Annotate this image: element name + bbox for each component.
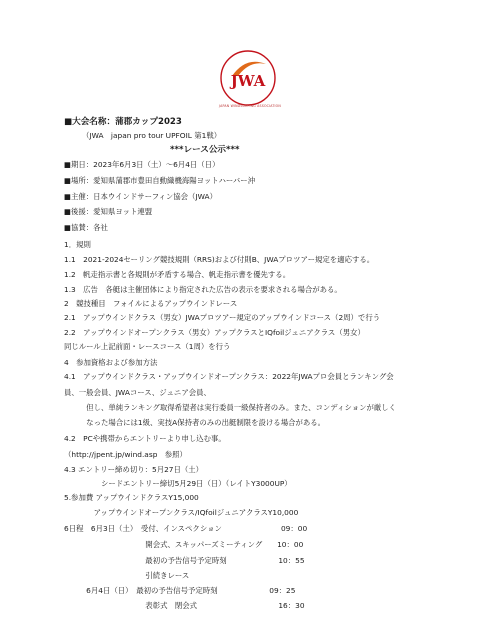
document-line: なった場合には1級、実技A保持者のみの出艇制限を設ける場合がある。 [64, 418, 326, 427]
document-line: ■後援：愛知県ヨット連盟 [64, 207, 153, 216]
document-line: 5.参加費 アップウインドクラスY15,000 [64, 493, 199, 502]
document-line: ■期日：2023年6月3日（土）～6月4日（日） [64, 160, 220, 169]
document-line: 4.3 エントリー締め切り：5月27日（土） [64, 465, 204, 474]
event-title: ■大会名称：蒲郡カップ2023 [64, 117, 182, 127]
document-line: 引続きレース [64, 571, 190, 580]
document-line: アップウインドオープンクラス/IQfoilジュニアクラスY10,000 [64, 508, 299, 517]
document-line: 員、一般会員、JWAコース、ジュニア会員、 [64, 388, 211, 397]
document-line: 表彰式 閉会式 16：30 [64, 601, 305, 610]
document-line: ■場所：愛知県蒲郡市豊田自動織機海陽ヨットハーバー沖 [64, 176, 256, 185]
event-subtitle: （JWA japan pro tour UPFOIL 第1戦） [82, 131, 222, 140]
document-line: 2.1 アップウインドクラス（男女）JWAプロツアー規定のアップウインドコース（2周）で行う [64, 313, 381, 322]
document-line: 1.2 帆走指示書と各規則が矛盾する場合、帆走指示書を優先する。 [64, 270, 291, 279]
document-line: 2.2 アップウインドオープンクラス（男女）アップクラスとIQfoilジュニアクラス（男女） [64, 328, 365, 337]
document-line: 4 参加資格および参加方法 [64, 358, 158, 367]
document-line: ■協賛：各社 [64, 223, 108, 232]
document-line: シードエントリー締切5月29日（日）（レイトY3000UP） [64, 479, 292, 488]
document-line: （http://jpent.jp/wind.asp 参照） [64, 450, 187, 459]
logo-text: JWA [230, 72, 266, 90]
notice-heading: ***レース公示*** [170, 145, 240, 155]
document-line: 但し、単純ランキング取得希望者は実行委員一級保持者のみ。また、コンディションが厳しく [64, 403, 397, 412]
document-line: 最初の予告信号予定時刻 10：55 [64, 556, 305, 565]
document-line: 1．規則 [64, 240, 91, 249]
document-line: ■主催：日本ウインドサーフィン協会（JWA） [64, 192, 217, 201]
logo-org-name: JAPAN WINDSURFING ASSOCIATION [219, 104, 281, 108]
document-line: 2 競技種目 フォイルによるアップウインドレース [64, 299, 238, 308]
document-line: 開会式、スキッパーズミーティング 10：00 [64, 540, 304, 549]
document-line: 4.1 アップウインドクラス・アップウインドオープンクラス：2022年JWAプロ会員とランキング会 [64, 372, 394, 381]
document-line: 4.2 PCや携帯からエントリーより申し込む事。 [64, 434, 226, 443]
document-line: 6月4日（日） 最初の予告信号予定時刻 09：25 [64, 586, 296, 595]
jwa-logo [216, 46, 280, 110]
document-line: 6日程 6月3日（土） 受付、インスペクション 09：00 [64, 524, 308, 533]
document-line: 同じルール上記前面・レースコース（1周）を行う [64, 342, 231, 351]
document-line: 1.3 広告 各艇は主催団体により指定された広告の表示を要求される場合がある。 [64, 285, 342, 294]
document-line: 1.1 2021-2024セーリング競技規則（RRS)および付則B、JWAプロツアー規定を適応する。 [64, 255, 375, 264]
